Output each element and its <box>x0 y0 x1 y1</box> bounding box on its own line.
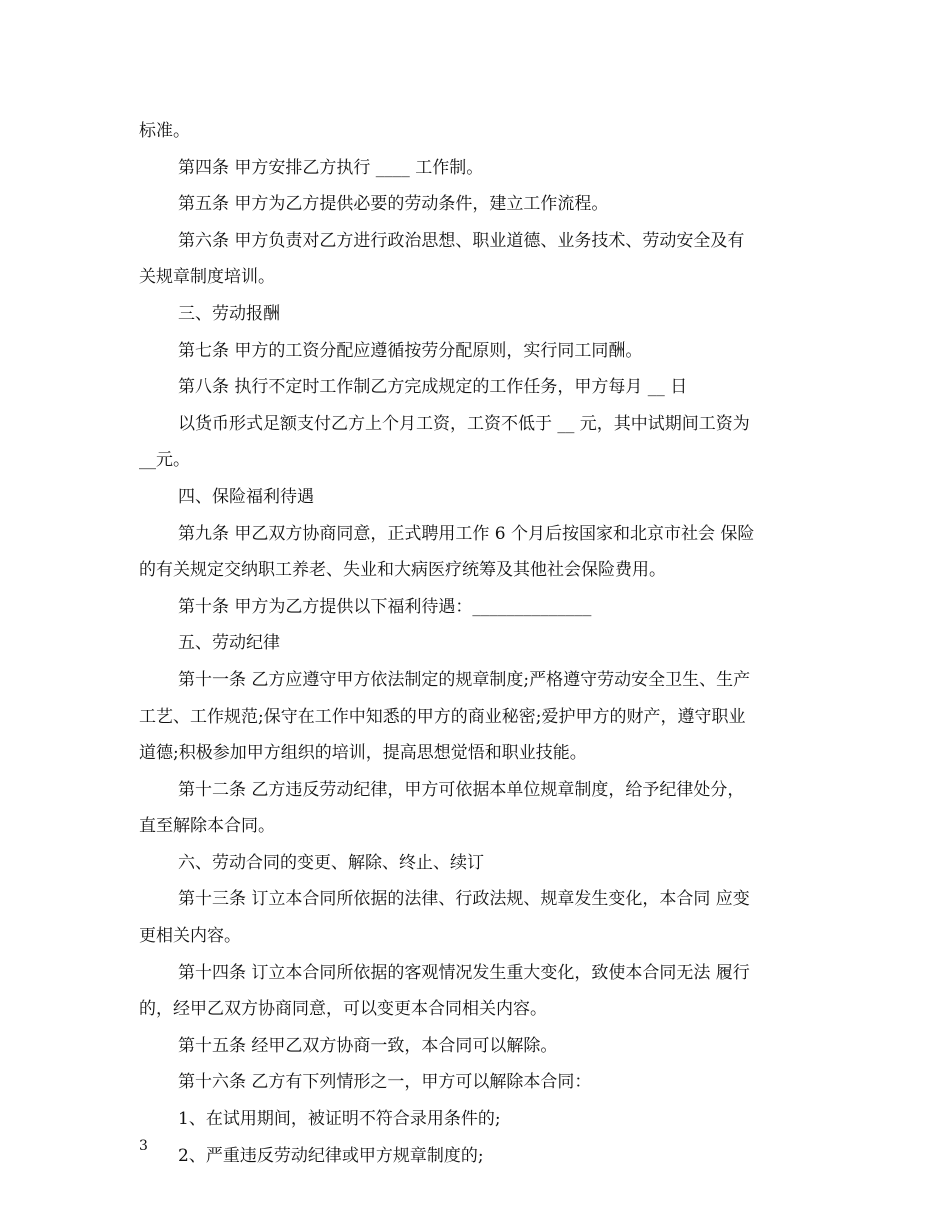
article-11: 第十一条 乙方应遵守甲方依法制定的规章制度;严格遵守劳动安全卫生、生产 <box>178 669 751 690</box>
section-heading-contract-changes: 六、劳动合同的变更、解除、终止、续订 <box>178 852 484 873</box>
article-8: 第八条 执行不定时工作制乙方完成规定的工作任务，甲方每月 __ 日 <box>178 377 688 398</box>
article-9: 第九条 甲乙双方协商同意，正式聘用工作 6 个月后按国家和北京市社会 保险 <box>178 523 755 544</box>
text-line: 更相关内容。 <box>139 926 241 947</box>
article-12: 第十二条 乙方违反劳动纪律，甲方可依据本单位规章制度，给予纪律处分， <box>178 779 745 800</box>
text-line: 的，经甲乙双方协商同意，可以变更本合同相关内容。 <box>139 999 547 1020</box>
list-item: 2、严重违反劳动纪律或甲方规章制度的; <box>178 1145 484 1166</box>
text-line: 以货币形式足额支付乙方上个月工资，工资不低于 __ 元，其中试期间工资为 <box>178 413 750 434</box>
article-7: 第七条 甲方的工资分配应遵循按劳分配原则，实行同工同酬。 <box>178 340 643 361</box>
text-line: __元。 <box>139 450 190 471</box>
list-item: 1、在试用期间，被证明不符合录用条件的; <box>178 1109 501 1130</box>
text-line: 工艺、工作规范;保守在工作中知悉的甲方的商业秘密;爱护甲方的财产，遵守职业 <box>139 706 746 727</box>
article-14: 第十四条 订立本合同所依据的客观情况发生重大变化，致使本合同无法 履行 <box>178 962 750 983</box>
article-6: 第六条 甲方负责对乙方进行政治思想、职业道德、业务技术、劳动安全及有 <box>178 230 745 251</box>
text-line: 道德;积极参加甲方组织的培训，提高思想觉悟和职业技能。 <box>139 743 587 764</box>
text-line: 关规章制度培训。 <box>139 267 275 288</box>
article-16: 第十六条 乙方有下列情形之一，甲方可以解除本合同： <box>178 1072 592 1093</box>
section-heading-remuneration: 三、劳动报酬 <box>178 303 280 324</box>
text-line: 标准。 <box>139 121 190 141</box>
section-heading-discipline: 五、劳动纪律 <box>178 633 280 654</box>
section-heading-insurance: 四、保险福利待遇 <box>178 486 314 507</box>
article-13: 第十三条 订立本合同所依据的法律、行政法规、规章发生变化，本合同 应变 <box>178 889 750 910</box>
document-body <box>139 113 814 1174</box>
page-number: 3 <box>139 1138 148 1154</box>
text-line: 的有关规定交纳职工养老、失业和大病医疗统筹及其他社会保险费用。 <box>139 560 666 581</box>
article-10: 第十条 甲方为乙方提供以下福利待遇：______________ <box>178 596 592 617</box>
article-4: 第四条 甲方安排乙方执行 ____ 工作制。 <box>178 157 484 178</box>
article-15: 第十五条 经甲乙双方协商一致，本合同可以解除。 <box>178 1035 558 1056</box>
text-line: 直至解除本合同。 <box>139 816 275 837</box>
article-5: 第五条 甲方为乙方提供必要的劳动条件，建立工作流程。 <box>178 194 609 215</box>
